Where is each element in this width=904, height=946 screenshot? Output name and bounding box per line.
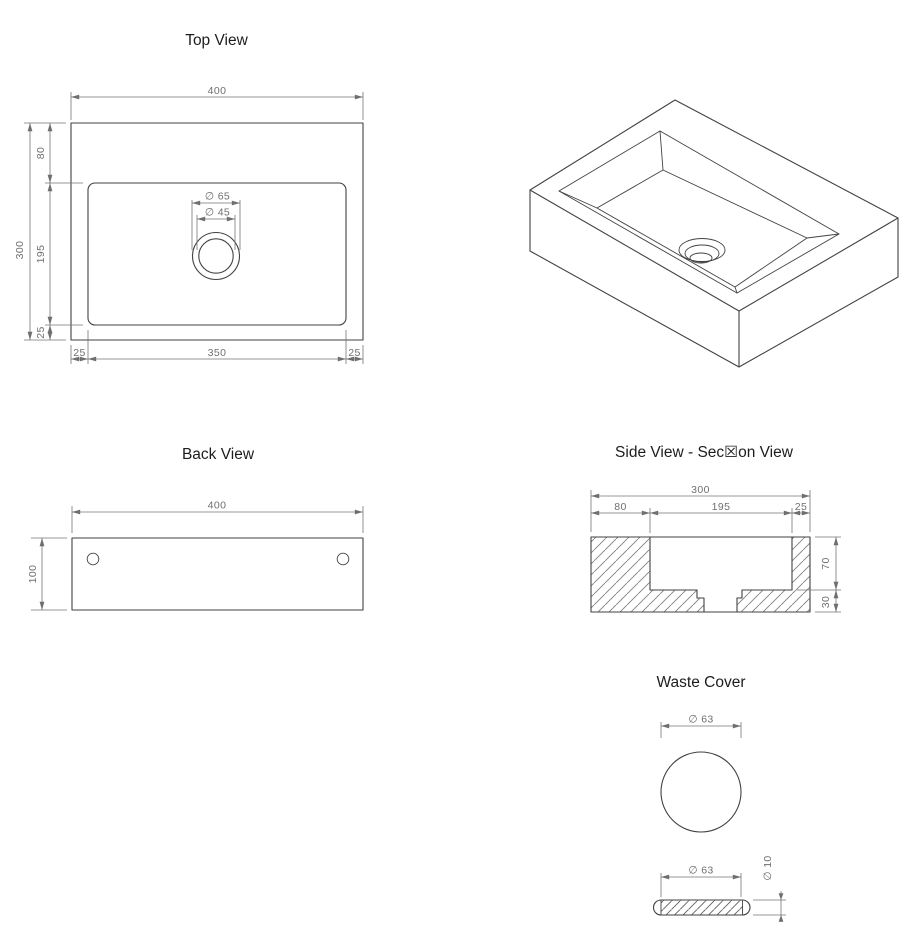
waste-profile-dim-diameter: ∅ 63 bbox=[688, 864, 714, 877]
isometric-view bbox=[530, 100, 898, 367]
waste-profile-hatch bbox=[661, 900, 743, 915]
top-view bbox=[14, 32, 363, 364]
back-view-right-hole bbox=[337, 553, 349, 565]
top-view-dim-right-margin: 25 bbox=[348, 347, 361, 359]
iso-basin-wall-edges bbox=[559, 131, 839, 293]
back-view-left-hole bbox=[87, 553, 99, 565]
top-view-dim-drain-outer: ∅ 65 bbox=[204, 190, 231, 203]
section-dim-front: 25 bbox=[794, 501, 808, 513]
top-view-dim-height: 300 bbox=[14, 240, 26, 260]
back-view-extension-lines bbox=[31, 506, 363, 610]
top-view-dim-width: 400 bbox=[207, 85, 227, 97]
iso-basin-bottom bbox=[597, 170, 807, 287]
top-view-extension-lines bbox=[24, 92, 363, 364]
top-view-basin-outline bbox=[88, 183, 346, 325]
waste-profile-dim-thickness: ∅ 10 bbox=[762, 855, 774, 881]
iso-body-edges bbox=[530, 190, 898, 367]
top-view-body-outline bbox=[71, 123, 363, 340]
waste-cover-view bbox=[654, 674, 786, 922]
top-view-dim-drain-inner: ∅ 45 bbox=[204, 206, 231, 219]
waste-cover-title: Waste Cover bbox=[656, 674, 746, 691]
back-view-title: Back View bbox=[181, 446, 255, 463]
section-dim-base: 30 bbox=[820, 595, 832, 609]
top-view-drain-inner-circle bbox=[199, 239, 233, 273]
back-view-outline bbox=[72, 538, 363, 610]
waste-cover-dim-diameter: ∅ 63 bbox=[688, 713, 714, 726]
section-dim-back: 80 bbox=[614, 501, 627, 513]
top-view-drain-outer-circle bbox=[193, 233, 240, 280]
top-view-dim-back-ledge: 80 bbox=[35, 146, 47, 160]
iso-basin-rim bbox=[559, 131, 839, 293]
back-view bbox=[27, 446, 363, 610]
section-dim-total: 300 bbox=[691, 484, 710, 496]
top-view-dim-basin-width: 350 bbox=[207, 347, 227, 359]
top-view-dim-front-ledge: 25 bbox=[35, 326, 47, 339]
section-dim-depth: 70 bbox=[820, 557, 832, 570]
top-view-dim-basin-depth: 195 bbox=[35, 244, 47, 264]
back-view-dim-height: 100 bbox=[27, 564, 39, 584]
waste-cover-circle bbox=[661, 752, 741, 832]
back-view-dim-width: 400 bbox=[207, 499, 227, 512]
top-view-title: Top View bbox=[185, 32, 248, 49]
section-view bbox=[591, 444, 841, 612]
section-hatch-fill bbox=[591, 537, 810, 612]
top-view-dim-left-margin: 25 bbox=[73, 347, 86, 359]
section-dim-basin: 195 bbox=[711, 501, 731, 513]
section-view-title: Side View - Sec☒on View bbox=[615, 444, 793, 461]
